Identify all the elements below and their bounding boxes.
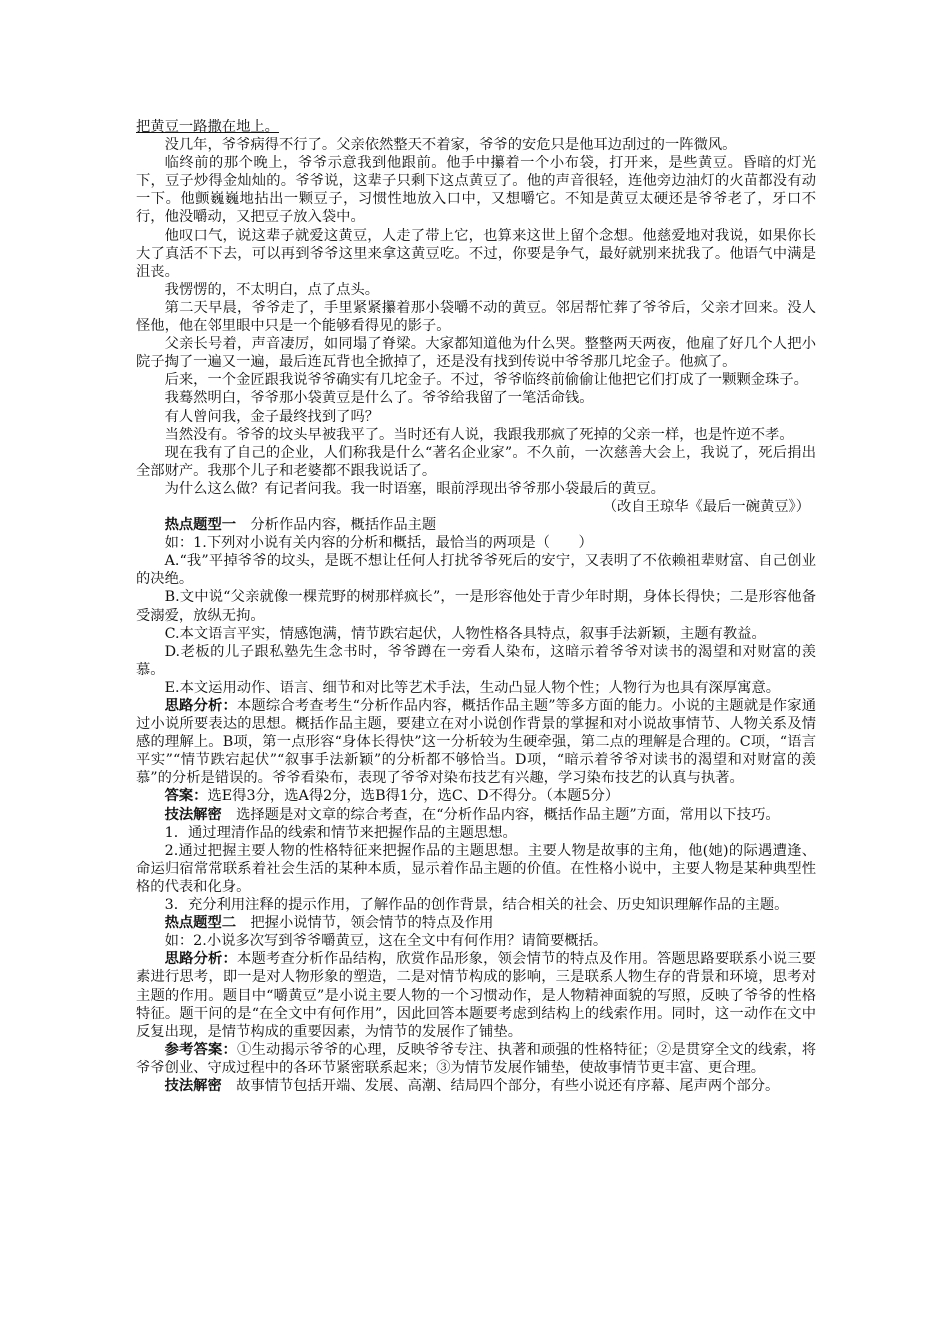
tips-intro: 选择题是对文章的综合考查，在“分析作品内容，概括作品主题”方面，常用以下技巧。 [236,806,780,823]
tip-item: 1．通过理清作品的线索和情节来把握作品的主题思想。 [164,824,517,841]
section2-analysis [136,950,816,1040]
option-e: E.本文运用动作、语言、细节和对比等艺术手法，生动凸显人物个性；人物行为也具有深厚寓意。 [164,679,781,696]
document-page [136,118,816,1095]
answer-text: ①生动揭示爷爷的心理，反映爷爷专注、执著和顽强的性格特征；②是贯穿全文的线索，将爷爷创业、守成过程中的各环节紧密联系起来；③为情节发展作铺垫，使故事情节更丰富、更合理。 [136,1041,817,1076]
section1-title: 分析作品内容，概括作品主题 [250,517,437,534]
section2-heading: 热点题型二 [164,915,237,932]
section1-question: 如：1.下列对小说有关内容的分析和概括，最恰当的两项是（ ） [164,535,593,552]
section2-question: 如：2.小说多次写到爷爷嚼黄豆，这在全文中有何作用？请简要概括。 [164,933,608,950]
story-paragraph: 当然没有。爷爷的坟头早被我平了。当时还有人说，我跟我那疯了死掉的父亲一样，也是忤逆不孝。 [164,426,794,443]
story-paragraph: 他叹口气，说这辈子就爱这黄豆，人走了带上它，也算来这世上留个念想。他慈爱地对我说，如果你长大了真活不下去，可以再到爷爷这里来拿这黄豆吃。不过，你要是争气，最好就别来扰我了。他语气中满是沮丧。 [136,227,816,280]
analysis-label: 思路分析： [164,951,237,968]
section1-header [136,516,816,534]
option-d: D.老板的儿子跟私塾先生念书时，爷爷蹲在一旁看人染布，这暗示着爷爷对读书的渴望和对财富的羡慕。 [136,643,816,678]
story-paragraph: 有人曾问我，金子最终找到了吗？ [164,408,380,425]
option-b: B.文中说“父亲就像一棵荒野的树那样疯长”，一是形容他处于青少年时期，身体长得快；二是形容他备受溺爱，放纵无拘。 [136,589,816,624]
section1-answer [136,787,816,805]
story-paragraph: 我蓦然明白，爷爷那小袋黄豆是什么了。爷爷给我留了一笔活命钱。 [164,390,594,407]
section1-analysis [136,697,816,787]
story-paragraph: 为什么这么做？有记者问我。我一时语塞，眼前浮现出爷爷那小袋最后的黄豆。 [164,480,665,497]
tips-label: 技法解密 [164,806,222,823]
option-c: C.本文语言平实，情感饱满，情节跌宕起伏，人物性格各具特点，叙事手法新颖，主题有教益。 [164,625,766,642]
story-paragraph: 父亲长号着，声音凄厉，如同塌了脊梁。大家都知道他为什么哭。整整两天两夜，他雇了好几个人把小院子掏了一遍又一遍，最后连瓦背也全掀掉了，还是没有找到传说中爷爷那几坨金子。他疯了。 [136,336,816,371]
tips-intro: 故事情节包括开端、发展、高潮、结局四个部分，有些小说还有序幕、尾声两个部分。 [236,1077,780,1094]
section1-tips [136,806,816,824]
story-paragraph: 没几年，爷爷病得不行了。父亲依然整天不着家，爷爷的安危只是他耳边刮过的一阵微风。 [164,137,737,154]
section2-header [136,914,816,932]
analysis-text: 本题考查分析作品结构，欣赏作品形象，领会情节的特点及作用。答题思路要联系小说三要素进行思考，即一是对人物形象的塑造，二是对情节构成的影响，三是联系人物生存的背景和环境，思考对主题的作用。题目中“嚼黄豆”是小说主要人物的一个习惯动作，是人物精神面貌的写照，反映了爷爷的性格特征。题干问的是“在全文中有何作用”，因此回答本题要考虑到结构上的线索作用。同时，这一动作在文中反复出现，是情节构成的重要因素，为情节的发展作了铺垫。 [136,951,817,1040]
answer-label: 参考答案： [164,1041,237,1058]
story-paragraph: 后来，一个金匠跟我说爷爷确实有几坨金子。不过，爷爷临终前偷偷让他把它们打成了一颗颗金珠子。 [164,372,808,389]
story-paragraph: 第二天早晨，爷爷走了，手里紧紧攥着那小袋嚼不动的黄豆。邻居帮忙葬了爷爷后，父亲才回来。没人怪他，他在邻里眼中只是一个能够看得见的影子。 [136,299,816,335]
tip-item: 2.通过把握主要人物的性格特征来把握作品的主题思想。主要人物是故事的主角，他(她)的际遇遭逢、命运归宿常常联系着社会生活的某种本质，显示着作品主题的价值。在性格小说中，主要人物是某种典型性格的代表和化身。 [136,842,816,895]
answer-label: 答案： [164,788,208,805]
section2-answer [136,1041,816,1077]
section2-tips [136,1077,816,1095]
option-a: A.“我”平掉爷爷的坟头，是既不想让任何人打扰爷爷死后的安宁，又表明了不依赖祖辈财富、自己创业的决绝。 [136,553,816,588]
analysis-text: 本题综合考查考生“分析作品内容，概括作品主题”等多方面的能力。小说的主题就是作家通过小说所要表达的思想。概括作品主题，要建立在对小说创作背景的掌握和对小说故事情节、人物关系及情感的理解上。B项，第一点形容“身体长得快”这一分析较为生硬牵强，第二点的理解是合理的。C项，“语言平实”“情节跌宕起伏”“叙事手法新颖”的分析都不够恰当。D项，“暗示着爷爷对读书的渴望和对财富的羡慕”的分析是错误的。爷爷看染布，表现了爷爷对染布技艺有兴趣，学习染布技艺的认真与执著。 [136,698,816,787]
analysis-label: 思路分析： [164,698,237,714]
tip-item: 3．充分利用注释的提示作用，了解作品的创作背景，结合相关的社会、历史知识理解作品的主题。 [164,897,789,914]
story-paragraph: 现在我有了自己的企业，人们称我是什么“著名企业家”。不久前，一次慈善大会上，我说了，死后捐出全部财产。我那个儿子和老婆都不跟我说话了。 [136,444,816,479]
section2-title: 把握小说情节，领会情节的特点及作用 [250,915,494,932]
story-paragraph: 临终前的那个晚上，爷爷示意我到他跟前。他手中攥着一个小布袋，打开来，是些黄豆。昏暗的灯光下，豆子炒得金灿灿的。爷爷说，这辈子只剩下这点黄豆了。他的声音很轻，连他旁边油灯的火苗都没有动一下。他颤巍巍地拈出一颗豆子，习惯性地放入口中，又想嚼它。不知是黄豆太硬还是爷爷老了，牙口不行，他没嚼动，又把豆子放入袋中。 [136,155,816,226]
story-line-0: 把黄豆一路撒在地上。 [136,119,279,135]
section1-heading: 热点题型一 [164,517,237,534]
answer-text: 选E得3分，选A得2分，选B得1分，选C、D不得分。（本题5分） [207,788,620,805]
tips-label: 技法解密 [164,1077,222,1094]
story-source: （改自王琼华《最后一碗黄豆》） [602,498,810,515]
story-paragraph: 我愣愣的，不太明白，点了点头。 [164,281,380,298]
